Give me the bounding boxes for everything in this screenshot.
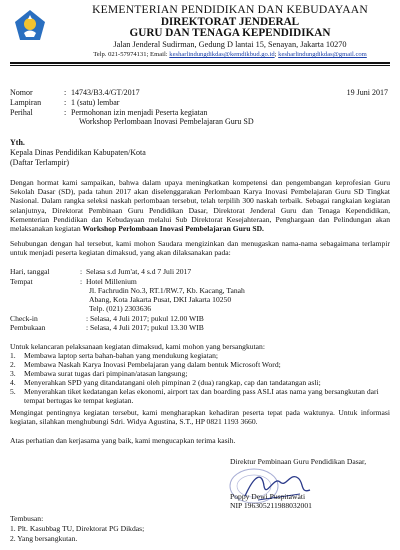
schedule-checkin-colon: : <box>86 314 89 323</box>
signatory-title: Direktur Pembinaan Guru Pendidikan Dasar, <box>230 457 367 466</box>
office-contact <box>70 51 390 58</box>
schedule-day-value: Selasa s.d Jum'at, 4 s.d 7 Juli 2017 <box>86 267 192 276</box>
list-item-text: Menyerahkan tiket kedatangan kelas ekonomi, airport tax dan boarding pass ASLI atas nama yang bersangkutan dari tempat bertugas ke tempat kegiatan. <box>24 387 379 406</box>
schedule-opening-colon: : <box>86 323 89 332</box>
schedule-place-line4: Telp. (021) 2303636 <box>89 304 152 313</box>
list-item <box>10 387 390 405</box>
list-item-text: Membawa Naskah Karya Inovasi Pembelajaran yang dalam bentuk Microsoft Word; <box>24 360 281 370</box>
schedule-opening-value <box>86 323 204 332</box>
schedule-opening-text: Selasa, 4 Juli 2017; pukul 13.30 WIB <box>90 323 204 332</box>
email-link-1[interactable]: kesharlindungdikdas@kemdikbud.go.id <box>169 51 275 58</box>
list-item <box>10 369 390 378</box>
office-address: Jalan Jenderal Sudirman, Gedung D lantai 15, Senayan, Jakarta 10270 <box>113 40 347 49</box>
schedule-place-line3: Abang, Kota Jakarta Pusat, DKI Jakarta 10250 <box>89 295 232 304</box>
tembusan-label: Tembusan: <box>10 514 44 523</box>
schedule-place-line2: Jl. Fachrudin No.3, RT.1/RW.7, Kb. Kacang, Tanah <box>89 286 245 295</box>
header-divider-thick <box>10 62 390 64</box>
header-divider-thin <box>10 65 390 66</box>
ministry-name: KEMENTERIAN PENDIDIKAN DAN KEBUDAYAAN <box>92 3 368 16</box>
list-item-text: Membawa surat tugas dari pimpinan/atasan langsung; <box>24 369 188 379</box>
recipient-salutation: Yth. <box>10 138 25 147</box>
list-item-number: 4. <box>10 378 16 388</box>
signatory-nip: NIP 196305211988032001 <box>230 501 312 510</box>
schedule-checkin-label: Check-in <box>10 314 38 323</box>
tembusan-item: 2. Yang bersangkutan. <box>10 534 78 543</box>
list-item <box>10 360 390 369</box>
perihal-value-line1: Permohonan izin menjadi Peserta kegiatan <box>71 108 208 117</box>
nomor-value: 14743/B3.4/GT/2017 <box>71 88 140 97</box>
contact-prefix: Telp. 021-57974131; Email: <box>93 51 168 58</box>
letter-date: 19 Juni 2017 <box>346 88 388 97</box>
paragraph-contact: Mengingat pentingnya kegiatan tersebut, kami mengharapkan kehadiran peserta tepat pada waktunya. Untuk informasi kegiatan, silahkan menghubungi Sdri. Widya Agustina, S.T., HP 0821 1193 3660. <box>10 408 390 427</box>
nomor-label: Nomor <box>10 88 33 97</box>
list-item-text: Membawa laptop serta bahan-bahan yang mendukung kegiatan; <box>24 351 218 360</box>
email-separator: ; <box>274 51 277 58</box>
list-item <box>10 351 390 360</box>
schedule-checkin-text: Selasa, 4 Juli 2017; pukul 12.00 WIB <box>90 314 204 323</box>
tut-wuri-handayani-logo <box>10 7 50 47</box>
list-item-number: 3. <box>10 369 16 379</box>
paragraph-request: Sehubungan dengan hal tersebut, kami mohon Saudara mengizinkan dan menugaskan nama-nama sebagaimana terlampir untuk menjadi peserta kegiatan dimaksud, yang akan dilaksanakan pada: <box>10 239 390 258</box>
workshop-title-bold: Workshop Perlombaan Inovasi Pembelajaran Guru SD. <box>82 224 264 234</box>
schedule-opening-label: Pembukaan <box>10 323 46 332</box>
signatory-name: Poppy Dewi Puspitawati <box>230 492 306 501</box>
directorate-name: DIREKTORAT JENDERAL <box>160 16 300 28</box>
lampiran-label: Lampiran <box>10 98 42 107</box>
list-item-number: 5. <box>10 387 16 397</box>
schedule-place-line1: Hotel Millenium <box>86 277 137 286</box>
schedule-day-colon: : <box>80 267 83 276</box>
recipient-name: Kepala Dinas Pendidikan Kabupaten/Kota <box>10 148 146 157</box>
lampiran-value: 1 (satu) lembar <box>71 98 120 107</box>
tembusan-item: 1. Plt. Kasubbag TU, Direktorat PG Dikdas; <box>10 524 145 533</box>
unit-name: GURU DAN TENAGA KEPENDIDIKAN <box>129 27 331 39</box>
tembusan-block <box>10 514 144 544</box>
list-item-text: Menyerahkan SPD yang ditandatangani oleh pimpinan 2 (dua) rangkap, cap dan tandatangan asli; <box>24 378 321 388</box>
email-link-2[interactable]: kesharlindungdikdas@gmail.com <box>278 51 367 58</box>
schedule-place-label: Tempat <box>10 277 33 286</box>
lampiran-separator: : <box>64 98 67 107</box>
requirements-list <box>10 351 390 406</box>
perihal-label: Perihal <box>10 108 33 117</box>
paragraph-closing: Atas perhatian dan kerjasama yang baik, kami mengucapkan terima kasih. <box>10 436 236 445</box>
nomor-separator: : <box>64 88 67 97</box>
paragraph-opening <box>10 178 390 233</box>
perihal-value-line2: Workshop Perlombaan Inovasi Pembelajaran Guru SD <box>79 117 254 126</box>
list-item <box>10 378 390 387</box>
paragraph-requirements-intro: Untuk kelancaran pelaksanaan kegiatan dimaksud, kami mohon yang bersangkutan: <box>10 342 265 351</box>
perihal-separator: : <box>64 108 67 117</box>
schedule-place-colon: : <box>80 277 83 286</box>
list-item-number: 2. <box>10 360 16 370</box>
list-item-number: 1. <box>10 351 16 360</box>
recipient-note: (Daftar Terlampir) <box>10 158 70 167</box>
schedule-checkin-value <box>86 314 204 323</box>
paragraph-opening-text: Dengan hormat kami sampaikan, bahwa dalam upaya meningkatkan kompetensi dan pengembangan keprofesian Guru Sekolah Dasar (SD), pada tahun 2017 akan diselenggarakan Perlombaan Karya Inovasi Pembelajaran Guru SD Tingkat Nasional. Dalam rangka seleksi naskah perlombaan tersebut, telah terpilih 300 naskah terbaik. Sebagai rangkaian kegiatan selanjutnya, Direktorat Pembinaan Guru Pendidikan Dasar, Direktorat Jenderal Guru dan Tenaga Kependidikan, Kementerian Pendidikan dan Kebudayaan melalui Sub Direktorat Kesejahteraan, Penghargaan dan Pelindungan akan melaksanakan kegiatan <box>10 178 390 234</box>
schedule-day-label: Hari, tanggal <box>10 267 50 276</box>
